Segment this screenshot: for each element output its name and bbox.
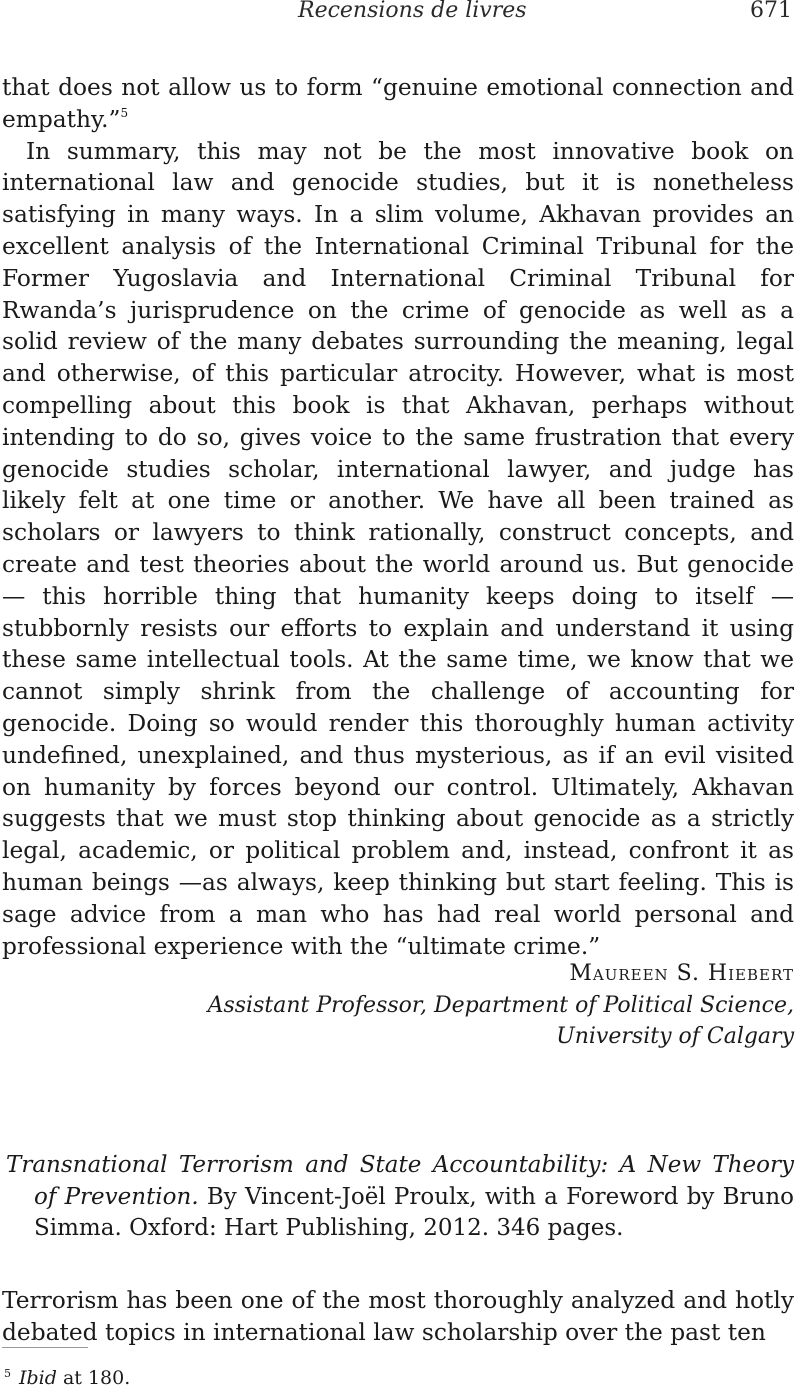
reviewer-name: Maureen S. Hiebert — [569, 961, 794, 986]
paragraph-1-text: that does not allow us to form “genuine emotional connection and empathy.” — [2, 74, 794, 133]
reviewer-title: Assistant Professor, Department of Political Science, — [207, 992, 794, 1018]
footnote-text: at 180. — [62, 1367, 131, 1389]
running-title: Recensions de livres — [298, 0, 527, 23]
page-header — [0, 0, 800, 30]
footnote-divider — [2, 1347, 88, 1348]
footnote-5 — [4, 1366, 130, 1390]
footnote-ref[interactable]: 5 — [120, 105, 129, 120]
next-review-opening: Terrorism has been one of the most thoroughly analyzed and hotly debated topics in international law scholarship over the past ten — [2, 1287, 794, 1347]
page-number: 671 — [750, 0, 792, 23]
book-title: Transnational Terrorism and State Accountability: A New Theory of Prevention. — [6, 1152, 794, 1210]
book-citation — [6, 1150, 794, 1245]
reviewer-signature — [208, 958, 794, 1053]
review-body — [2, 72, 794, 962]
reviewer-institution: University of Calgary — [556, 1024, 794, 1049]
footnote-ibid: Ibid — [19, 1367, 57, 1389]
paragraph-1 — [2, 72, 794, 136]
book-details: By Vincent-Joël Proulx, with a Foreword by Bruno Simma. Oxford: Hart Publishing, 2012. 346 pages. — [34, 1183, 795, 1241]
footnote-number: 5 — [4, 1367, 11, 1380]
paragraph-2: In summary, this may not be the most innovative book on international law and genocide studies, but it is nonetheless satisfying in many ways. In a slim volume, Akhavan provides an excellent analysis of the International Criminal Tribunal for the Former Yugoslavia and International Criminal Tribunal for Rwanda’s jurisprudence on the crime of genocide as well as a solid review of the many debates surrounding the meaning, legal and otherwise, of this particular atrocity. However, what is most compelling about this book is that Akhavan, perhaps without intending to do so, gives voice to the same frustration that every genocide studies scholar, international lawyer, and judge has likely felt at one time or another. We have all been trained as scholars or lawyers to think rationally, construct concepts, and create and test theories about the world around us. But genocide — this horrible thing that humanity keeps doing to itself — stubbornly resists our efforts to explain and understand it using these same intellectual tools. At the same time, we know that we cannot simply shrink from the challenge of accounting for genocide. Doing so would render this thoroughly human activity undefined, unexplained, and thus mysterious, as if an evil visited on humanity by forces beyond our control. Ultimately, Akhavan suggests that we must stop thinking about genocide as a strictly legal, academic, or political problem and, instead, confront it as human beings —as always, keep thinking but start feeling. This is sage advice from a man who has had real world personal and professional experience with the “ultimate crime.” — [2, 137, 794, 960]
